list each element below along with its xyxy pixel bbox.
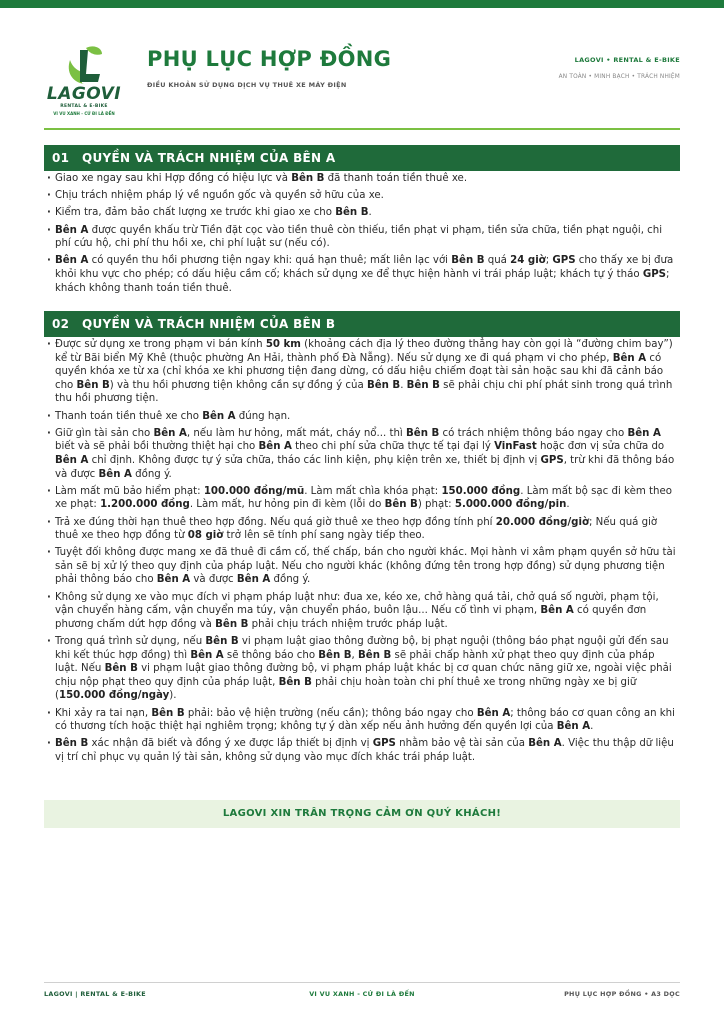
header-divider: [44, 128, 680, 130]
section-number: 01: [52, 151, 70, 165]
section-1-list: [44, 172, 680, 299]
list-item: · Không sử dụng xe vào mục đích vi phạm pháp luật như: đua xe, kéo xe, chở hàng quá tải, chở quá số người, phạm tội, vận chuyển hàng cấm, vận chuyển ma túy, vận chuyển pháo, buôn lậu... Nếu cố tình vi phạm, Bên A có quyền đơn phương chấm dứt hợp đồng và Bên B phải chịu trách nhiệm trước pháp luật.: [44, 591, 680, 632]
footer-divider: [44, 982, 680, 983]
list-item: · Bên A có quyền thu hồi phương tiện ngay khi: quá hạn thuê; mất liên lạc với Bên B quá 24 giờ; GPS cho thấy xe bị đưa khỏi khu vực cho phép; có dấu hiệu cầm cố; khách sử dụng xe để thực hiện hành vi trái pháp luật; khách tự ý tháo GPS; khách không thanh toán tiền thuê.: [44, 254, 680, 295]
footer-brand: LAGOVI | RENTAL & E-BIKE: [44, 990, 146, 998]
thank-you-banner: LAGOVI XIN TRÂN TRỌNG CẢM ƠN QUÝ KHÁCH!: [44, 800, 680, 828]
page-title: PHỤ LỤC HỢP ĐỒNG: [147, 47, 392, 71]
list-item: · Được sử dụng xe trong phạm vi bán kính 50 km (khoảng cách địa lý theo đường thẳng hay còn gọi là “đường chim bay”) kể từ Bãi biển Mỹ Khê (thuộc phường An Hải, thành phố Đà Nẵng). Nếu sử dụng xe đi quá phạm vi cho phép, Bên A có quyền khóa xe từ xa (chỉ khóa xe khi phương tiện đang dừng, có dấu hiệu chiếm đoạt tài sản hoặc sau khi đã cảnh báo cho Bên B) và thu hồi phương tiện không cần sự đồng ý của Bên B. Bên B sẽ phải chịu chi phí phát sinh trong quá trình thu hồi phương tiện.: [44, 338, 680, 406]
list-item: · Chịu trách nhiệm pháp lý về nguồn gốc và quyền sở hữu của xe.: [44, 189, 680, 203]
header-brand-line: LAGOVI • RENTAL & E-BIKE: [574, 56, 680, 64]
logo-wordmark: LAGOVI: [46, 84, 122, 104]
list-item: · Bên B xác nhận đã biết và đồng ý xe được lắp thiết bị định vị GPS nhằm bảo vệ tài sản của Bên A. Việc thu thập dữ liệu vị trí chỉ phục vụ quản lý tài sản, không sử dụng vào mục đích khác trái pháp luật.: [44, 737, 680, 764]
section-title: QUYỀN VÀ TRÁCH NHIỆM CỦA BÊN A: [82, 151, 336, 165]
list-item: · Khi xảy ra tai nạn, Bên B phải: bảo vệ hiện trường (nếu cần); thông báo ngay cho Bên A; thông báo cơ quan công an khi có thương tích hoặc thiệt hại nghiêm trọng; không tự ý dàn xếp nếu ảnh hưởng đến quyền lợi của Bên A.: [44, 707, 680, 734]
section-1-header: [44, 145, 680, 171]
footer-doc-info: PHỤ LỤC HỢP ĐỒNG • A3 DỌC: [564, 990, 680, 998]
header-values-line: AN TOÀN • MINH BẠCH • TRÁCH NHIỆM: [558, 74, 680, 80]
brand-logo: [44, 44, 124, 118]
logo-subtitle: RENTAL & E-BIKE: [60, 104, 108, 109]
leaf-l-logo-icon: [64, 44, 104, 86]
footer-tagline: VI VU XANH - CỨ ĐI LÀ ĐẾN: [309, 990, 415, 998]
top-accent-bar: [0, 0, 724, 8]
list-item: · Trong quá trình sử dụng, nếu Bên B vi phạm luật giao thông đường bộ, bị phạt nguội (thông báo phạt nguội gửi đến sau khi kết thúc hợp đồng) thì Bên A sẽ thông báo cho Bên B, Bên B sẽ phải chấp hành xử phạt theo quy định của pháp luật. Nếu Bên B vi phạm luật giao thông đường bộ, vi phạm pháp luật khác bị cơ quan chức năng giữ xe, ngoài việc phải chịu nộp phạt theo quy định của pháp luật, Bên B phải chịu hoàn toàn chi phí thuê xe trong những ngày xe bị giữ (150.000 đồng/ngày).: [44, 635, 680, 703]
page-subtitle: ĐIỀU KHOẢN SỬ DỤNG DỊCH VỤ THUÊ XE MÁY ĐIỆN: [147, 81, 347, 89]
logo-tagline: VI VU XANH - CỨ ĐI LÀ ĐẾN: [53, 111, 115, 116]
section-2-header: [44, 311, 680, 337]
section-number: 02: [52, 317, 70, 331]
list-item: · Trả xe đúng thời hạn thuê theo hợp đồng. Nếu quá giờ thuê xe theo hợp đồng tính phí 20.000 đồng/giờ; Nếu quá giờ thuê xe theo hợp đồng từ 08 giờ trở lên sẽ tính phí sang ngày tiếp theo.: [44, 516, 680, 543]
list-item: · Thanh toán tiền thuê xe cho Bên A đúng hạn.: [44, 410, 680, 424]
list-item: · Giao xe ngay sau khi Hợp đồng có hiệu lực và Bên B đã thanh toán tiền thuê xe.: [44, 172, 680, 186]
list-item: · Bên A được quyền khấu trừ Tiền đặt cọc vào tiền thuê còn thiếu, tiền phạt vi phạm, tiền sửa chữa, tiền phạt nguội, chi phí cứu hộ, chi phí thu hồi xe, chi phí luật sư (nếu có).: [44, 224, 680, 251]
list-item: · Làm mất mũ bảo hiểm phạt: 100.000 đồng/mũ. Làm mất chìa khóa phạt: 150.000 đồng. Làm mất bộ sạc đi kèm theo xe phạt: 1.200.000 đồng. Làm mất, hư hỏng pin đi kèm (lỗi do Bên B) phạt: 5.000.000 đồng/pin.: [44, 485, 680, 512]
section-title: QUYỀN VÀ TRÁCH NHIỆM CỦA BÊN B: [82, 317, 336, 331]
list-item: · Kiểm tra, đảm bảo chất lượng xe trước khi giao xe cho Bên B.: [44, 206, 680, 220]
section-2-list: [44, 338, 680, 768]
list-item: · Giữ gìn tài sản cho Bên A, nếu làm hư hỏng, mất mát, cháy nổ... thì Bên B có trách nhiệm thông báo ngay cho Bên A biết và sẽ phải bồi thường thiệt hại cho Bên A theo chi phí sửa chữa thực tế tại đại lý VinFast hoặc đơn vị sửa chữa do Bên A chỉ định. Không được tự ý sửa chữa, tháo các linh kiện, phụ kiện trên xe, thiết bị định vị GPS, trừ khi đã thông báo và được Bên A đồng ý.: [44, 427, 680, 481]
list-item: · Tuyệt đối không được mang xe đã thuê đi cầm cố, thế chấp, bán cho người khác. Mọi hành vi xâm phạm quyền sở hữu tài sản sẽ bị xử lý theo quy định của pháp luật. Nếu cho người khác (không đứng tên trong hợp đồng) sử dụng phương tiện phải thông báo cho Bên A và được Bên A đồng ý.: [44, 546, 680, 587]
